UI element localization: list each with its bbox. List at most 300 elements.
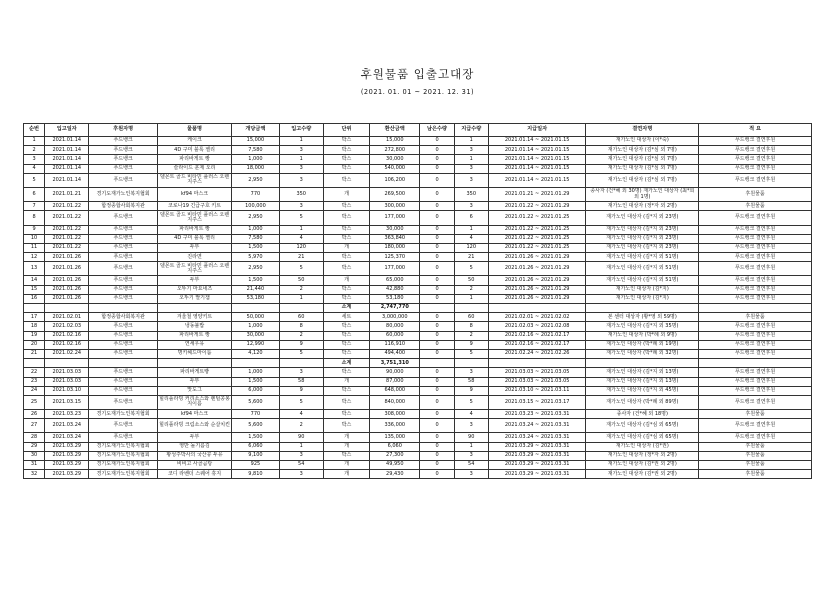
col-seq-cell: 23 <box>24 377 45 386</box>
col-remarks-cell: 푸드뱅크 결연후원 <box>699 368 812 377</box>
col-remaining-cell: 0 <box>420 253 454 262</box>
col-item-cell: 두부 <box>157 377 231 386</box>
col-unit-price-cell: 5,600 <box>232 419 279 433</box>
col-remaining-cell: 0 <box>420 173 454 187</box>
col-in-date-cell: 2021.01.26 <box>45 294 89 303</box>
col-in-date-cell: 2021.03.29 <box>45 451 89 460</box>
col-in-qty-cell: 58 <box>279 377 323 386</box>
col-unit-cell: 세트 <box>323 313 369 322</box>
col-unit-price-cell: 5,600 <box>232 395 279 409</box>
col-out-date-cell: 2021.03.29 ~ 2021.03.31 <box>488 451 586 460</box>
col-unit-cell: 개 <box>323 377 369 386</box>
col-out-qty-cell: 1 <box>454 225 488 234</box>
col-amount-cell: 272,800 <box>370 146 420 155</box>
col-donor-cell: 경기도재가노인복지협회 <box>89 461 157 470</box>
col-remarks-cell: 후원물품 <box>699 313 812 322</box>
col-amount-cell: 336,000 <box>370 419 420 433</box>
col-recipient-cell: 재가노인 대상자 (김*심 외 7명) <box>586 155 699 164</box>
col-item-cell: 슬라이드 훈제 오리 <box>157 164 231 173</box>
col-remaining-cell: 0 <box>420 262 454 276</box>
col-unit-cell: 박스 <box>323 340 369 349</box>
col-in-date-cell: 2021.03.29 <box>45 461 89 470</box>
col-remaining-cell: 0 <box>420 202 454 211</box>
col-seq-cell: 25 <box>24 395 45 409</box>
empty-cell <box>699 304 812 313</box>
empty-cell <box>420 304 454 313</box>
col-in-qty-cell: 2 <box>279 331 323 340</box>
col-amount-cell: 6,060 <box>370 442 420 451</box>
col-in-qty-cell: 50 <box>279 276 323 285</box>
col-remaining-header: 남은수량 <box>420 124 454 137</box>
col-remarks-cell: 푸드뱅크 결연후원 <box>699 155 812 164</box>
col-out-qty-cell: 2 <box>454 331 488 340</box>
subtotal-row <box>24 359 812 368</box>
col-in-qty-cell: 60 <box>279 313 323 322</box>
empty-cell <box>488 304 586 313</box>
col-donor-cell: 푸드뱅크 <box>89 146 157 155</box>
col-remaining-cell: 0 <box>420 164 454 173</box>
empty-cell <box>89 359 157 368</box>
table-row <box>24 451 812 460</box>
col-unit-cell: 박스 <box>323 395 369 409</box>
col-remarks-cell: 푸드뱅크 결연후원 <box>699 433 812 442</box>
col-recipient-cell: 재가노인 대상자 (김*지 외 51명) <box>586 276 699 285</box>
col-remaining-cell: 0 <box>420 211 454 225</box>
col-amount-cell: 30,000 <box>370 155 420 164</box>
col-donor-cell: 푸드뱅크 <box>89 234 157 243</box>
col-remarks-cell: 푸드뱅크 결연후원 <box>699 137 812 146</box>
col-unit-cell: 박스 <box>323 137 369 146</box>
col-in-date-cell: 2021.03.10 <box>45 386 89 395</box>
col-in-qty-cell: 9 <box>279 340 323 349</box>
col-in-date-cell: 2021.02.16 <box>45 331 89 340</box>
col-in-date-cell: 2021.02.16 <box>45 340 89 349</box>
col-amount-cell: 648,000 <box>370 386 420 395</box>
col-out-qty-cell: 1 <box>454 137 488 146</box>
col-out-qty-cell: 1 <box>454 155 488 164</box>
table-row <box>24 173 812 187</box>
col-out-date-cell: 2021.01.14 ~ 2021.01.15 <box>488 146 586 155</box>
col-donor-cell: 경기도재가노인복지협회 <box>89 442 157 451</box>
col-amount-cell: 135,000 <box>370 433 420 442</box>
col-remaining-cell: 0 <box>420 146 454 155</box>
col-seq-cell: 12 <box>24 253 45 262</box>
col-in-qty-cell: 3 <box>279 451 323 460</box>
col-out-date-cell: 2021.01.22 ~ 2021.01.25 <box>488 225 586 234</box>
col-out-qty-header: 지급수량 <box>454 124 488 137</box>
table-header-row <box>24 124 812 137</box>
col-seq-cell: 32 <box>24 470 45 479</box>
col-item-cell: 4D 구미 블록 젤리 <box>157 234 231 243</box>
col-recipient-cell: 재가노인 대상자 (박*례 외 9명) <box>586 331 699 340</box>
col-unit-price-cell: 1,500 <box>232 377 279 386</box>
col-seq-cell: 24 <box>24 386 45 395</box>
table-row <box>24 285 812 294</box>
col-out-qty-cell: 60 <box>454 313 488 322</box>
col-donor-cell: 푸드뱅크 <box>89 433 157 442</box>
col-donor-header: 후원자명 <box>89 124 157 137</box>
col-in-qty-cell: 4 <box>279 410 323 419</box>
col-donor-cell: 푸드뱅크 <box>89 262 157 276</box>
col-donor-cell: 푸드뱅크 <box>89 294 157 303</box>
table-row <box>24 202 812 211</box>
col-in-qty-cell: 3 <box>279 202 323 211</box>
col-amount-cell: 308,000 <box>370 410 420 419</box>
table-row <box>24 234 812 243</box>
empty-cell <box>586 359 699 368</box>
col-out-qty-cell: 3 <box>454 368 488 377</box>
col-amount-cell: 27,300 <box>370 451 420 460</box>
col-donor-cell: 경기도재가노인복지협회 <box>89 470 157 479</box>
empty-cell <box>232 359 279 368</box>
table-row <box>24 368 812 377</box>
col-out-date-cell: 2021.01.26 ~ 2021.01.29 <box>488 253 586 262</box>
col-out-date-cell: 2021.02.03 ~ 2021.02.08 <box>488 322 586 331</box>
col-out-qty-cell: 3 <box>454 202 488 211</box>
col-out-date-cell: 2021.01.26 ~ 2021.01.29 <box>488 262 586 276</box>
col-unit-cell: 개 <box>323 243 369 252</box>
subtotal-amount: 2,747,770 <box>370 304 420 313</box>
col-donor-cell: 경기도재가노인복지협회 <box>89 187 157 201</box>
col-item-cell: kf94 마스크 <box>157 410 231 419</box>
col-out-qty-cell: 50 <box>454 276 488 285</box>
col-out-date-cell: 2021.03.10 ~ 2021.03.11 <box>488 386 586 395</box>
document-title: 후원물품 입출고대장 <box>360 67 475 81</box>
col-out-qty-cell: 21 <box>454 253 488 262</box>
col-amount-cell: 53,180 <box>370 294 420 303</box>
col-in-qty-cell: 5 <box>279 349 323 358</box>
col-out-qty-cell: 3 <box>454 451 488 460</box>
col-seq-header: 순번 <box>24 124 45 137</box>
col-donor-cell: 푸드뱅크 <box>89 173 157 187</box>
subtotal-label: 소계 <box>323 304 369 313</box>
col-out-qty-cell: 350 <box>454 187 488 201</box>
col-unit-cell: 박스 <box>323 331 369 340</box>
col-unit-cell: 박스 <box>323 146 369 155</box>
col-unit-price-cell: 5,970 <box>232 253 279 262</box>
col-seq-cell: 13 <box>24 262 45 276</box>
col-item-cell: 델몬트 골드 비타민 플러스 오렌지주스 <box>157 211 231 225</box>
col-remaining-cell: 0 <box>420 234 454 243</box>
col-out-qty-cell: 4 <box>454 410 488 419</box>
col-amount-cell: 90,000 <box>370 368 420 377</box>
col-unit-price-cell: 7,580 <box>232 146 279 155</box>
col-seq-cell: 18 <box>24 322 45 331</box>
col-donor-cell: 푸드뱅크 <box>89 419 157 433</box>
col-out-date-cell: 2021.01.22 ~ 2021.01.29 <box>488 202 586 211</box>
col-in-qty-cell: 4 <box>279 234 323 243</box>
col-seq-cell: 5 <box>24 173 45 187</box>
col-item-cell: 델몬트 골드 비타민 플러스 오렌지주스 <box>157 262 231 276</box>
col-remarks-cell: 푸드뱅크 결연후원 <box>699 419 812 433</box>
col-out-qty-cell: 58 <box>454 377 488 386</box>
col-unit-cell: 박스 <box>323 234 369 243</box>
col-remaining-cell: 0 <box>420 340 454 349</box>
col-unit-price-cell: 30,000 <box>232 331 279 340</box>
col-recipient-cell: 재가노인 대상자 (김*심 외 65명) <box>586 433 699 442</box>
col-recipient-cell: 재가노인 대상자 (김*지 외 51명) <box>586 262 699 276</box>
col-seq-cell: 27 <box>24 419 45 433</box>
col-remaining-cell: 0 <box>420 276 454 285</box>
col-remarks-cell: 푸드뱅크 결연후원 <box>699 285 812 294</box>
col-item-cell: 오뚜기 딸기잼 <box>157 294 231 303</box>
table-row <box>24 155 812 164</box>
col-amount-cell: 494,400 <box>370 349 420 358</box>
col-remaining-cell: 0 <box>420 313 454 322</box>
col-unit-cell: 개 <box>323 433 369 442</box>
subtotal-row <box>24 304 812 313</box>
col-in-date-cell: 2021.01.14 <box>45 164 89 173</box>
col-amount-cell: 363,840 <box>370 234 420 243</box>
col-in-qty-cell: 21 <box>279 253 323 262</box>
col-in-qty-cell: 90 <box>279 433 323 442</box>
col-recipient-cell: 재가노인 대상자 (이*숙) <box>586 137 699 146</box>
col-amount-cell: 80,000 <box>370 322 420 331</box>
col-in-qty-cell: 1 <box>279 442 323 451</box>
col-in-date-cell: 2021.01.22 <box>45 234 89 243</box>
col-donor-cell: 푸드뱅크 <box>89 155 157 164</box>
table-row <box>24 187 812 201</box>
col-out-date-cell: 2021.01.14 ~ 2021.01.15 <box>488 155 586 164</box>
table-row <box>24 349 812 358</box>
col-donor-cell: 푸드뱅크 <box>89 211 157 225</box>
col-in-date-cell: 2021.01.26 <box>45 285 89 294</box>
col-unit-price-cell: 770 <box>232 410 279 419</box>
table-row <box>24 377 812 386</box>
col-remarks-cell: 푸드뱅크 결연후원 <box>699 146 812 155</box>
col-remarks-cell: 후원물품 <box>699 410 812 419</box>
col-in-qty-cell: 5 <box>279 211 323 225</box>
col-item-cell: 델몬트 골드 비타민 플러스 오렌지주스 <box>157 173 231 187</box>
col-out-date-cell: 2021.01.14 ~ 2021.01.15 <box>488 173 586 187</box>
col-item-cell: 두부 <box>157 433 231 442</box>
table-row <box>24 137 812 146</box>
col-item-cell: kf94 마스크 <box>157 187 231 201</box>
col-item-cell: 오뚜기 마요네즈 <box>157 285 231 294</box>
empty-cell <box>45 304 89 313</box>
col-seq-cell: 29 <box>24 442 45 451</box>
col-recipient-cell: 재가노인 대상자 (김*지 외 13명) <box>586 377 699 386</box>
col-unit-price-cell: 100,000 <box>232 202 279 211</box>
col-remarks-cell: 푸드뱅크 결연후원 <box>699 377 812 386</box>
col-in-date-cell: 2021.03.03 <box>45 368 89 377</box>
col-unit-cell: 박스 <box>323 322 369 331</box>
col-unit-cell: 박스 <box>323 173 369 187</box>
col-in-date-cell: 2021.01.22 <box>45 225 89 234</box>
col-remarks-cell: 후원물품 <box>699 461 812 470</box>
col-unit-cell: 박스 <box>323 202 369 211</box>
col-item-header: 물품명 <box>157 124 231 137</box>
col-item-cell: 맛도그 <box>157 386 231 395</box>
col-out-qty-cell: 9 <box>454 386 488 395</box>
col-out-date-cell: 2021.01.22 ~ 2021.01.25 <box>488 211 586 225</box>
col-remarks-cell: 푸드뱅크 결연후원 <box>699 386 812 395</box>
col-out-qty-cell: 120 <box>454 243 488 252</box>
col-unit-cell: 박스 <box>323 155 369 164</box>
col-out-date-cell: 2021.03.24 ~ 2021.03.31 <box>488 419 586 433</box>
col-seq-cell: 26 <box>24 410 45 419</box>
empty-cell <box>24 304 45 313</box>
col-remaining-cell: 0 <box>420 377 454 386</box>
col-item-cell: 파리바게트 빵 <box>157 225 231 234</box>
col-remaining-cell: 0 <box>420 137 454 146</box>
col-remarks-cell: 푸드뱅크 결연후원 <box>699 349 812 358</box>
col-recipient-cell: 재가노인 대상자 (김*지 외 23명) <box>586 225 699 234</box>
col-donor-cell: 합정종합사회복지관 <box>89 313 157 322</box>
col-unit-price-cell: 4,120 <box>232 349 279 358</box>
col-in-qty-cell: 5 <box>279 395 323 409</box>
col-in-qty-cell: 9 <box>279 386 323 395</box>
col-item-cell: 명키헤드마이룸 <box>157 349 231 358</box>
col-out-qty-cell: 4 <box>454 234 488 243</box>
col-unit-price-cell: 1,000 <box>232 155 279 164</box>
col-unit-price-header: 개당금액 <box>232 124 279 137</box>
col-unit-price-cell: 6,060 <box>232 442 279 451</box>
col-unit-cell: 개 <box>323 276 369 285</box>
col-recipient-cell: 재가노인 대상자 (김*권) <box>586 442 699 451</box>
col-recipient-cell: 재가노인 대상자 (정*자 외 2명) <box>586 451 699 460</box>
table-row <box>24 410 812 419</box>
col-remaining-cell: 0 <box>420 451 454 460</box>
empty-cell <box>24 359 45 368</box>
col-in-qty-cell: 1 <box>279 294 323 303</box>
col-recipient-cell: 재가노인 대상자 (박*례 외 32명) <box>586 349 699 358</box>
table-row <box>24 395 812 409</box>
col-donor-cell: 푸드뱅크 <box>89 137 157 146</box>
col-remaining-cell: 0 <box>420 433 454 442</box>
col-in-qty-cell: 120 <box>279 243 323 252</box>
col-out-date-cell: 2021.01.22 ~ 2021.01.25 <box>488 243 586 252</box>
col-remarks-cell: 푸드뱅크 결연후원 <box>699 173 812 187</box>
col-out-qty-cell: 3 <box>454 173 488 187</box>
col-in-qty-cell: 350 <box>279 187 323 201</box>
table-row <box>24 146 812 155</box>
col-in-date-header: 입고일자 <box>45 124 89 137</box>
table-row <box>24 262 812 276</box>
col-remarks-cell: 푸드뱅크 결연후원 <box>699 243 812 252</box>
col-item-cell: 코디 라벤더 스퀘어 휴지 <box>157 470 231 479</box>
col-out-qty-cell: 6 <box>454 211 488 225</box>
col-in-date-cell: 2021.03.29 <box>45 442 89 451</box>
table-row <box>24 211 812 225</box>
col-recipient-cell: 재가노인 대상자 (김*지 외 35명) <box>586 322 699 331</box>
col-item-cell: 파리바게트빵 <box>157 368 231 377</box>
col-unit-price-cell: 1,000 <box>232 225 279 234</box>
col-in-date-cell: 2021.01.26 <box>45 262 89 276</box>
col-in-date-cell: 2021.01.26 <box>45 276 89 285</box>
col-out-date-cell: 2021.03.29 ~ 2021.03.31 <box>488 461 586 470</box>
col-in-qty-cell: 3 <box>279 173 323 187</box>
empty-cell <box>454 359 488 368</box>
col-remarks-cell: 푸드뱅크 결연후원 <box>699 331 812 340</box>
col-out-qty-cell: 3 <box>454 146 488 155</box>
empty-cell <box>586 304 699 313</box>
col-unit-price-cell: 1,500 <box>232 243 279 252</box>
col-amount-cell: 180,000 <box>370 243 420 252</box>
col-remarks-cell: 푸드뱅크 결연후원 <box>699 262 812 276</box>
col-in-date-cell: 2021.02.01 <box>45 313 89 322</box>
col-unit-price-cell: 9,100 <box>232 451 279 460</box>
col-seq-cell: 22 <box>24 368 45 377</box>
table-row <box>24 164 812 173</box>
col-in-date-cell: 2021.03.29 <box>45 470 89 479</box>
col-item-cell: 진라면 <box>157 253 231 262</box>
col-in-qty-cell: 2 <box>279 285 323 294</box>
col-recipient-cell: 재가노인 대상자 (김*지 외 23명) <box>586 211 699 225</box>
col-in-date-cell: 2021.02.24 <box>45 349 89 358</box>
col-recipient-cell: 재가노인 대상자 (김*권 외 2명) <box>586 461 699 470</box>
col-out-qty-cell: 2 <box>454 285 488 294</box>
col-donor-cell: 경기도재가노인복지협회 <box>89 410 157 419</box>
col-out-qty-cell: 54 <box>454 461 488 470</box>
col-seq-cell: 8 <box>24 211 45 225</box>
col-amount-cell: 29,430 <box>370 470 420 479</box>
col-recipient-cell: 재가노인 대상자 (김*지 외 51명) <box>586 253 699 262</box>
table-row <box>24 331 812 340</box>
col-unit-price-cell: 12,990 <box>232 340 279 349</box>
col-amount-cell: 177,000 <box>370 211 420 225</box>
col-remarks-cell: 후원물품 <box>699 451 812 460</box>
col-seq-cell: 28 <box>24 433 45 442</box>
col-recipient-cell: 재가노인 대상자 (김*심 외 7명) <box>586 173 699 187</box>
col-donor-cell: 푸드뱅크 <box>89 225 157 234</box>
col-in-date-cell: 2021.01.26 <box>45 253 89 262</box>
col-unit-price-cell: 2,950 <box>232 262 279 276</box>
col-recipient-header: 결연자명 <box>586 124 699 137</box>
col-amount-cell: 3,000,000 <box>370 313 420 322</box>
col-unit-cell: 박스 <box>323 419 369 433</box>
table-body <box>24 137 812 479</box>
col-remaining-cell: 0 <box>420 419 454 433</box>
col-donor-cell: 푸드뱅크 <box>89 368 157 377</box>
col-unit-cell: 박스 <box>323 262 369 276</box>
col-remarks-cell: 후원물품 <box>699 470 812 479</box>
table-row <box>24 276 812 285</box>
col-recipient-cell: 재가노인 대상자 (김*권 외 2명) <box>586 470 699 479</box>
subtotal-amount: 3,751,310 <box>370 359 420 368</box>
col-in-qty-cell: 1 <box>279 155 323 164</box>
col-remarks-cell: 푸드뱅크 결연후원 <box>699 234 812 243</box>
col-remarks-cell: 푸드뱅크 결연후원 <box>699 395 812 409</box>
col-amount-cell: 540,000 <box>370 164 420 173</box>
col-out-qty-cell: 5 <box>454 262 488 276</box>
table-row <box>24 470 812 479</box>
table-row <box>24 340 812 349</box>
col-seq-cell: 21 <box>24 349 45 358</box>
col-in-qty-cell: 5 <box>279 262 323 276</box>
col-in-date-cell: 2021.01.22 <box>45 211 89 225</box>
col-remaining-cell: 0 <box>420 294 454 303</box>
col-recipient-cell: 재가노인 대상자 (김*지 외 45명) <box>586 386 699 395</box>
col-unit-cell: 박스 <box>323 410 369 419</box>
col-remarks-cell: 후원물품 <box>699 187 812 201</box>
col-in-date-cell: 2021.03.24 <box>45 433 89 442</box>
col-in-qty-header: 입고수량 <box>279 124 323 137</box>
col-seq-cell: 15 <box>24 285 45 294</box>
col-donor-cell: 푸드뱅크 <box>89 243 157 252</box>
col-out-date-cell: 2021.03.15 ~ 2021.03.17 <box>488 395 586 409</box>
table-row <box>24 243 812 252</box>
col-donor-cell: 푸드뱅크 <box>89 322 157 331</box>
col-amount-header: 환산금액 <box>370 124 420 137</box>
col-unit-price-cell: 2,950 <box>232 211 279 225</box>
col-unit-cell: 박스 <box>323 349 369 358</box>
col-amount-cell: 60,000 <box>370 331 420 340</box>
col-out-date-cell: 2021.01.26 ~ 2021.01.29 <box>488 285 586 294</box>
table-row <box>24 433 812 442</box>
col-unit-price-cell: 1,500 <box>232 276 279 285</box>
col-in-date-cell: 2021.01.22 <box>45 243 89 252</box>
